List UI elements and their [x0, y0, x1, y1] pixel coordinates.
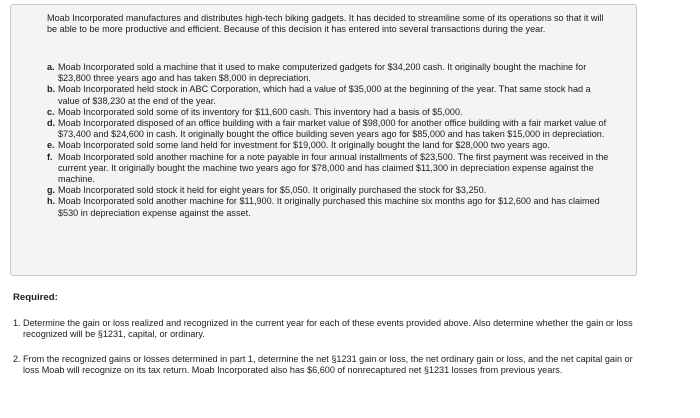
requirement-text: From the recognized gains or losses determined in part 1, determine the net §1231 gain or loss, the net ordinary gain or loss, and the net capital gain or loss Moab will recognize on its tax return. Moab Incorporated also has $6,600 of nonrecaptured net §1231 losses from previous years.: [23, 354, 633, 376]
item-label: a.: [47, 62, 55, 72]
required-heading: Required:: [13, 292, 58, 303]
transaction-item-h: [47, 196, 609, 218]
transaction-item-c: [47, 107, 609, 118]
requirement-text: Determine the gain or loss realized and recognized in the current year for each of these events provided above. Also determine whether the gain or loss recognized will be §1231, capital, or ordinary.: [23, 318, 633, 340]
intro-paragraph: Moab Incorporated manufactures and distributes high-tech biking gadgets. It has decided to streamline some of its operations so that it will be able to be more productive and efficient. Because of this decision it has entered into several transactions during the year.: [47, 13, 604, 35]
item-text: Moab Incorporated disposed of an office building with a fair market value of $98,000 for another office building with a fair market value of $73,400 and $24,600 in cash. It originally bought the office building seven years ago for $85,000 and has taken $15,000 in depreciation.: [58, 118, 607, 140]
requirement-number: 1.: [13, 318, 21, 328]
transaction-item-g: [47, 185, 609, 196]
item-text: Moab Incorporated sold another machine for $11,900. It originally purchased this machine six months ago for $12,600 and has claimed $530 in depreciation expense against the asset.: [58, 196, 600, 218]
item-text: Moab Incorporated sold some land held for investment for $19,000. It originally bought the land for $28,000 two years ago.: [58, 140, 550, 151]
item-label: f.: [47, 151, 53, 162]
item-label: b.: [47, 84, 56, 95]
requirement-1: [13, 318, 643, 341]
item-label: e.: [47, 140, 55, 151]
item-text: Moab Incorporated sold stock it held for eight years for $5,050. It originally purchased the stock for $3,250.: [58, 185, 487, 196]
item-label: g.: [47, 185, 56, 196]
item-text: Moab Incorporated held stock in ABC Corporation, which had a value of $35,000 at the beginning of the year. That same stock had a value of $38,230 at the end of the year.: [58, 84, 591, 106]
requirement-number: 2.: [13, 354, 21, 364]
item-label: h.: [47, 196, 56, 207]
item-label: d.: [47, 118, 56, 129]
transaction-item-d: [47, 118, 609, 140]
item-label: c.: [47, 106, 55, 117]
item-text: Moab Incorporated sold another machine for a note payable in four annual installments of $23,500. The first payment was received in the current year. It originally bought the machine two years ago for $78,000 and has claimed $11,300 in depreciation expense against the machine.: [58, 151, 609, 185]
transaction-item-e: [47, 140, 609, 151]
item-text: Moab Incorporated sold a machine that it used to make computerized gadgets for $34,200 cash. It originally bought the machine for $23,800 three years ago and has taken $8,000 in depreciation.: [58, 62, 587, 84]
transaction-list: [47, 62, 609, 219]
requirement-2: [13, 354, 643, 377]
transaction-item-f: [47, 152, 609, 186]
item-text: Moab Incorporated sold some of its inventory for $11,600 cash. This inventory had a basis of $5,000.: [58, 106, 463, 117]
transaction-item-b: [47, 84, 609, 106]
transaction-item-a: [47, 62, 609, 84]
